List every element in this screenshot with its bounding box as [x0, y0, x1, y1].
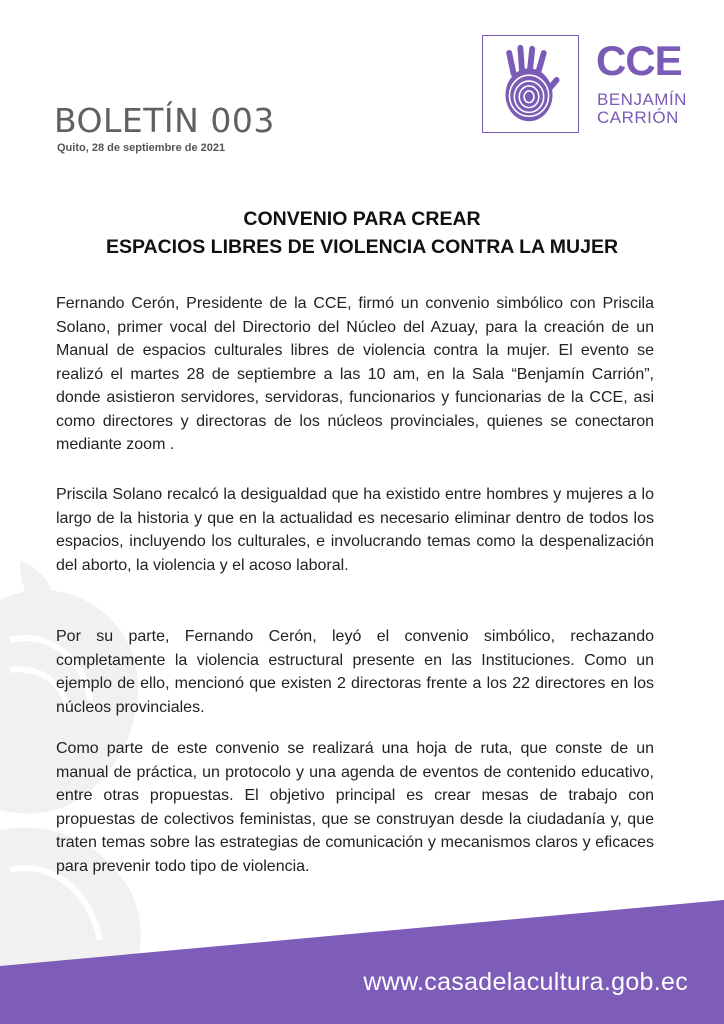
logo-name-line2: CARRIÓN [597, 108, 679, 127]
footer-website-link[interactable]: www.casadelacultura.gob.ec [363, 968, 688, 996]
logo-name-line1: BENJAMÍN [597, 90, 687, 109]
body-paragraph-3: Por su parte, Fernando Cerón, leyó el convenio simbólico, rechazando completamente la violencia estructural presente en las Instituciones. Como un ejemplo de ello, mencionó que existen 2 directoras frente a los 22 directores en los núcleos provinciales. [56, 628, 654, 716]
bulletin-title: BOLETÍN 003 [54, 101, 275, 140]
footer-band [0, 900, 724, 1024]
headline [0, 205, 724, 261]
body-paragraph-4: Como parte de este convenio se realizará una hoja de ruta, que conste de un manual de práctica, un protocolo y una agenda de eventos de contenido educativo, entre otras propuestas. El objetivo principal es crear mesas de trabajo con propuestas de colectivos feministas, que se construyan desde la ciudadanía y, que traten temas sobre las estrategias de comunicación y mecanismos claros y eficaces para prevenir todo tipo de violencia. [56, 740, 654, 875]
headline-line1: CONVENIO PARA CREAR [243, 208, 481, 230]
logo-cce: CCE [596, 37, 682, 84]
headline-line2: ESPACIOS LIBRES DE VIOLENCIA CONTRA LA MUJER [105, 236, 619, 258]
logo-name [597, 91, 687, 127]
bulletin-date: Quito, 28 de septiembre de 2021 [57, 142, 226, 154]
body-paragraph-2: Priscila Solano recalcó la desigualdad que ha existido entre hombres y mujeres a lo largo de la historia y que en la actualidad es necesario eliminar dentro de todos los espacios, incluyendo los culturales, e involucrando temas como la despenalización del aborto, la violencia y el acoso laboral. [56, 486, 654, 574]
hand-fingerprint-icon [483, 36, 578, 132]
logo-box [482, 35, 579, 133]
body-paragraph-1: Fernando Cerón, Presidente de la CCE, firmó un convenio simbólico con Priscila Solano, primer vocal del Directorio del Núcleo del Azuay, para la creación de un Manual de espacios culturales libres de violencia contra la mujer. El evento se realizó el martes 28 de septiembre a las 10 am, en la Sala “Benjamín Carrión”, donde asistieron servidores, servidoras, funcionarios y funcionarias de la CCE, asi como directores y directoras de los núcleos provinciales, quienes se conectaron mediante zoom . [56, 295, 654, 453]
